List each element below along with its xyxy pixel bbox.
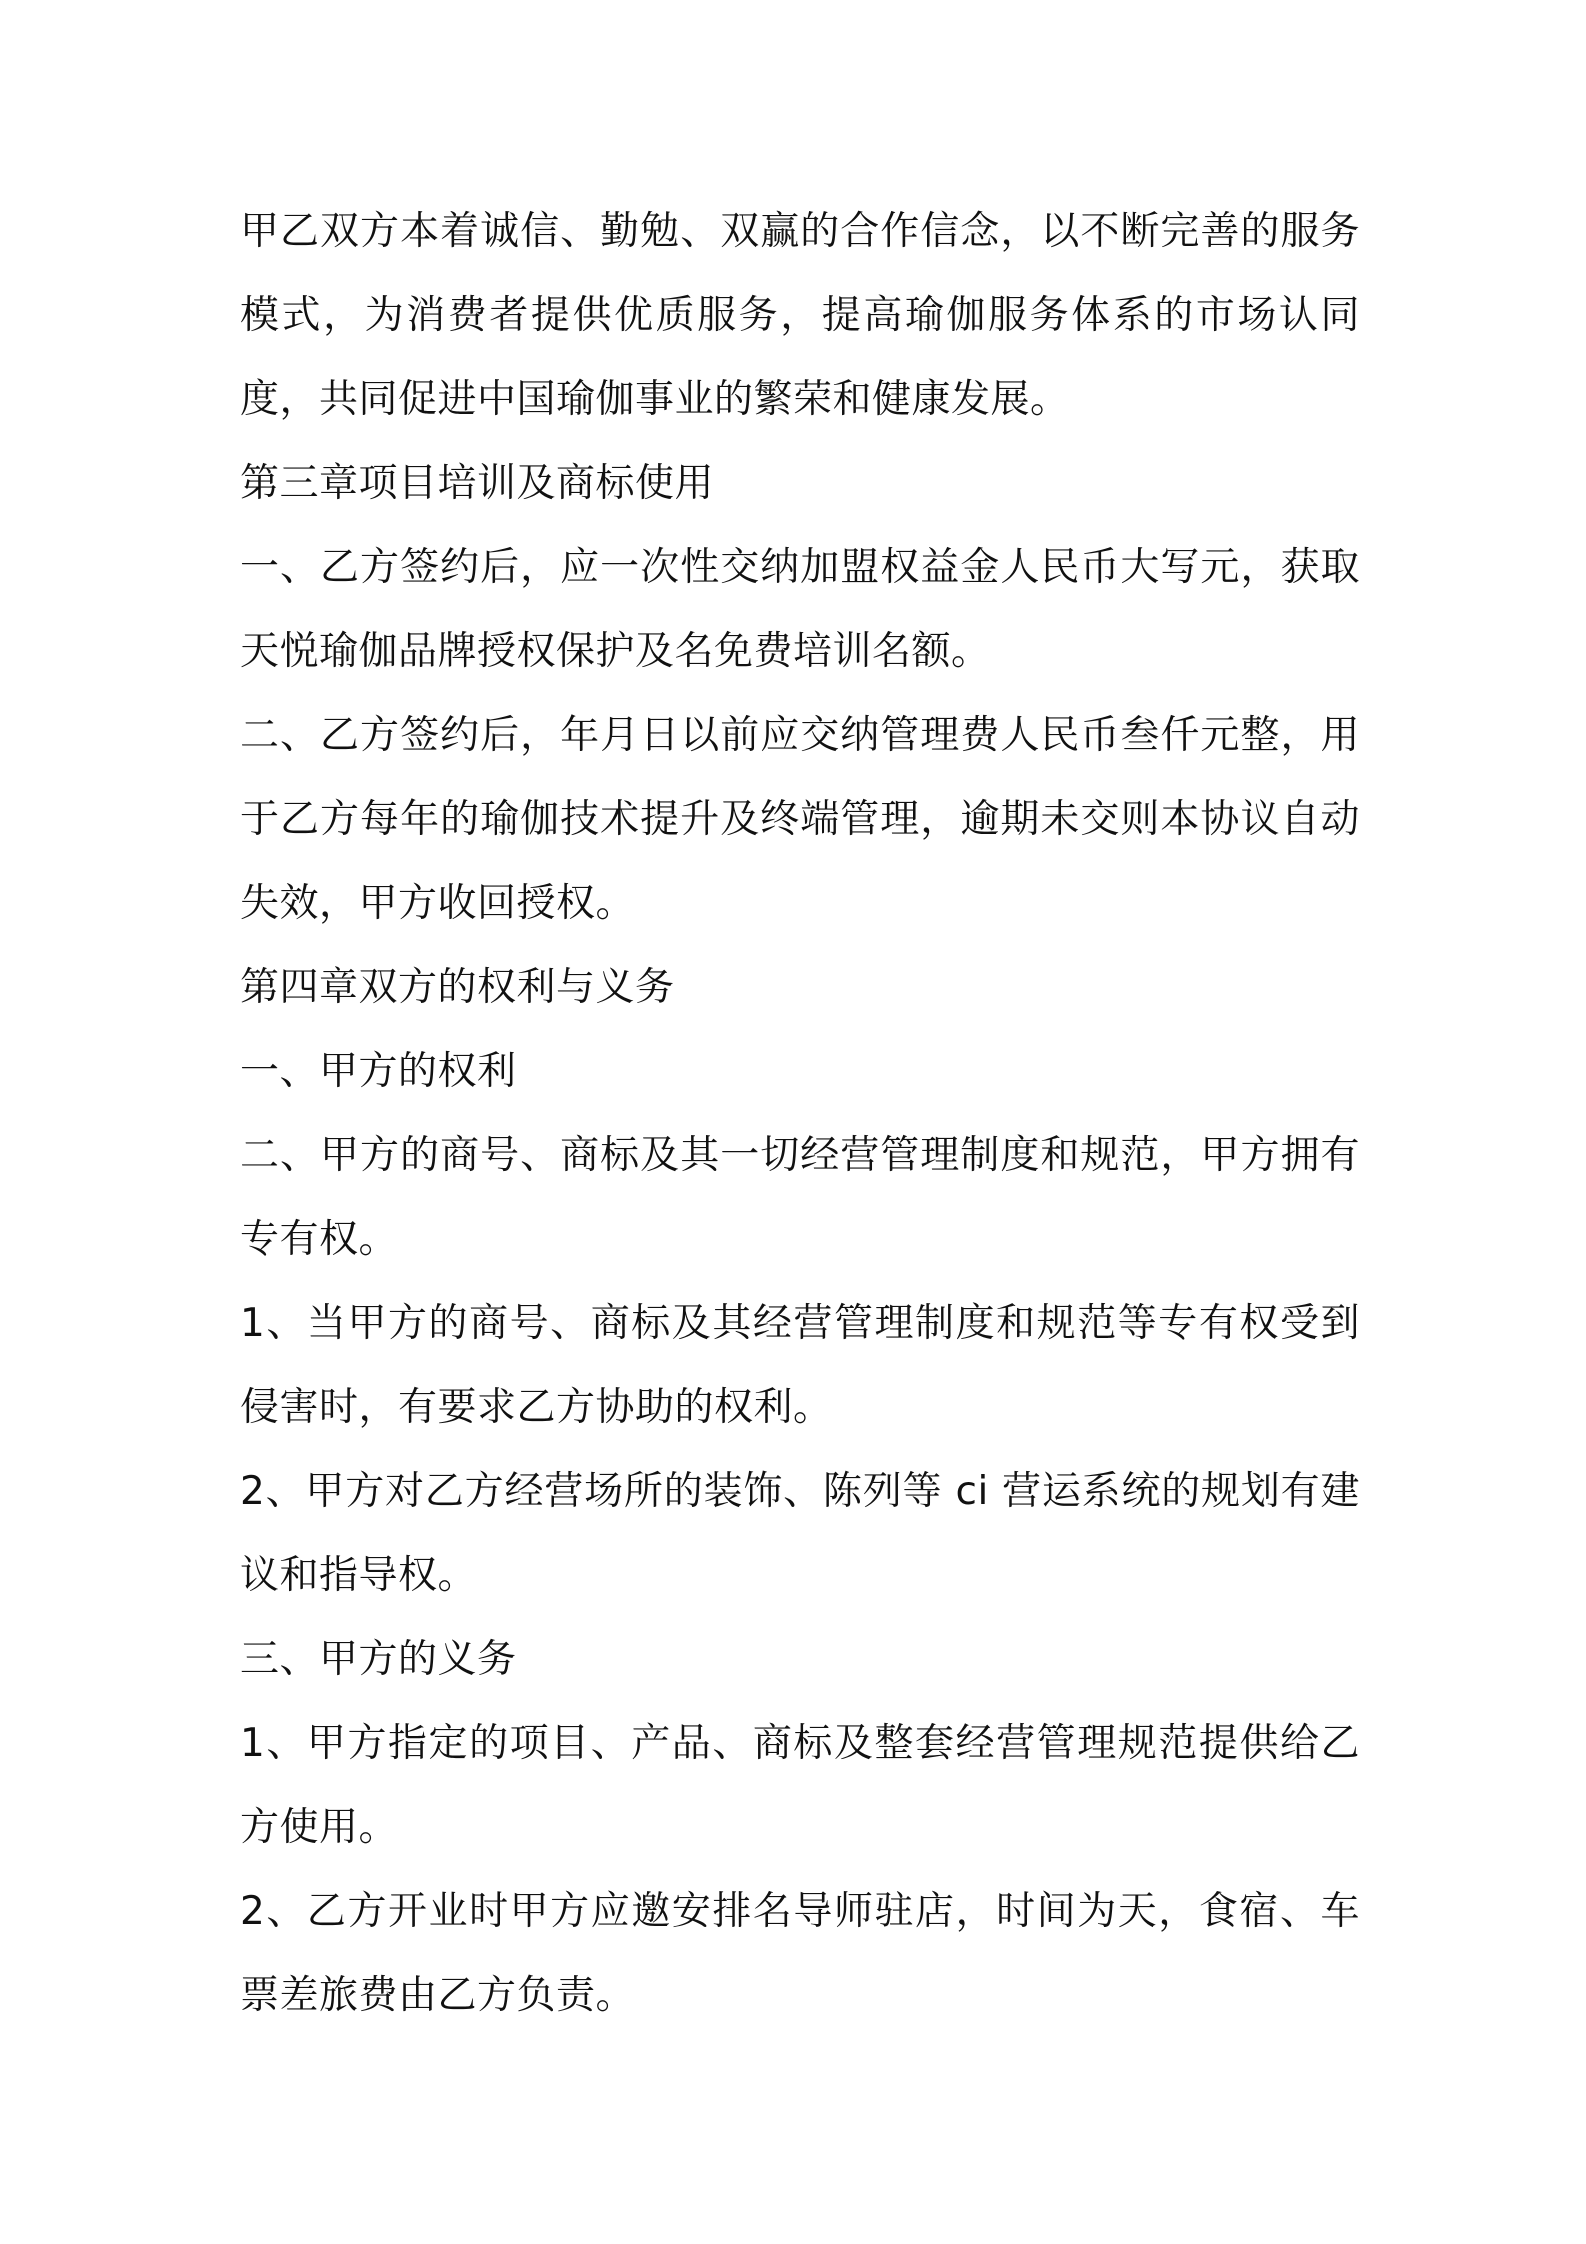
document-body bbox=[240, 190, 1360, 2038]
paragraph-exclusive-rights: 二、甲方的商号、商标及其一切经营管理制度和规范，甲方拥有专有权。 bbox=[240, 1133, 1360, 1262]
paragraph-management-fee: 二、乙方签约后，年月日以前应交纳管理费人民币叁仟元整，用于乙方每年的瑜伽技术提升及终端管理，逾期未交则本协议自动失效，甲方收回授权。 bbox=[240, 713, 1360, 926]
paragraph-right-item-1: 1、当甲方的商号、商标及其经营管理制度和规范等专有权受到侵害时，有要求乙方协助的权利。 bbox=[240, 1301, 1360, 1430]
chapter-heading-4: 第四章双方的权利与义务 bbox=[240, 965, 675, 1010]
paragraph-cooperation-principle: 甲乙双方本着诚信、勤勉、双赢的合作信念，以不断完善的服务模式，为消费者提供优质服务，提高瑜伽服务体系的市场认同度，共同促进中国瑜伽事业的繁荣和健康发展。 bbox=[240, 209, 1360, 422]
section-heading-party-a-obligations: 三、甲方的义务 bbox=[240, 1637, 517, 1682]
paragraph-obligation-item-1: 1、甲方指定的项目、产品、商标及整套经营管理规范提供给乙方使用。 bbox=[240, 1721, 1360, 1850]
paragraph-obligation-item-2: 2、乙方开业时甲方应邀安排名导师驻店，时间为天，食宿、车票差旅费由乙方负责。 bbox=[240, 1889, 1360, 2018]
section-heading-party-a-rights: 一、甲方的权利 bbox=[240, 1049, 517, 1094]
paragraph-right-item-2: 2、甲方对乙方经营场所的装饰、陈列等 ci 营运系统的规划有建议和指导权。 bbox=[240, 1469, 1360, 1598]
chapter-heading-3: 第三章项目培训及商标使用 bbox=[240, 461, 715, 506]
paragraph-franchise-fee: 一、乙方签约后，应一次性交纳加盟权益金人民币大写元，获取天悦瑜伽品牌授权保护及名免费培训名额。 bbox=[240, 545, 1360, 674]
